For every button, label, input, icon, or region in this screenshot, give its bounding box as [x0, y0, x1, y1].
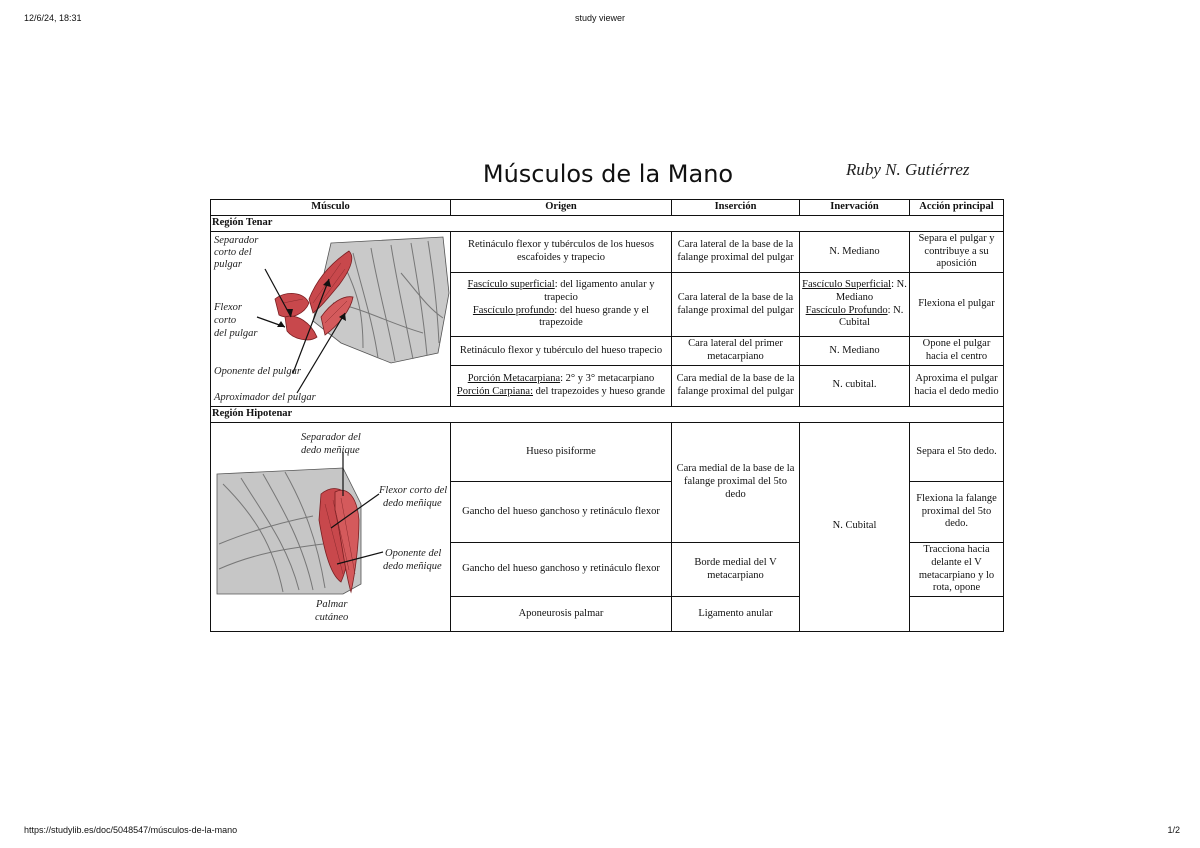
cell-origen — [451, 273, 672, 337]
label-separador-corto-pulgar-1: Separador — [214, 234, 259, 246]
origen-porcion-metacarpiana-label: Porción Metacarpiana — [467, 372, 561, 384]
inervacion-fasciculo-superficial-text: : N. Mediano — [835, 279, 907, 303]
label-aproximador-pulgar: Aproximador del pulgar — [214, 391, 316, 403]
label-oponente-dedo-menique-1: Oponente del — [385, 547, 442, 559]
section-hipotenar: Región Hipotenar — [211, 406, 1004, 422]
cell-insercion: Cara lateral de la base de la falange proximal del pulgar — [672, 273, 800, 337]
table-header-row — [211, 200, 1004, 216]
label-flexor-corto-dedo-menique-2: dedo meñique — [383, 497, 442, 509]
label-palmar-cutaneo-2: cutáneo — [315, 611, 349, 623]
label-oponente-pulgar: Oponente del pulgar — [214, 365, 301, 377]
cell-insercion: Borde medial del V metacarpiano — [672, 542, 800, 597]
tenar-illustration-cell — [211, 231, 451, 406]
header-origen: Origen — [451, 200, 672, 216]
cell-origen: Hueso pisiforme — [451, 422, 672, 482]
document-author: Ruby N. Gutiérrez — [846, 160, 970, 179]
cell-inervacion: N. cubital. — [800, 365, 910, 406]
cell-inervacion: N. Mediano — [800, 337, 910, 366]
label-palmar-cutaneo-1: Palmar — [316, 598, 348, 610]
label-flexor-corto-dedo-menique-1: Flexor corto del — [379, 484, 448, 496]
cell-accion: Aproxima el pulgar hacia el dedo medio — [910, 365, 1004, 406]
cell-accion: Separa el 5to dedo. — [910, 422, 1004, 482]
origen-fasciculo-profundo-label: Fascículo profundo — [472, 304, 555, 316]
section-row-tenar — [211, 215, 1004, 231]
print-datetime: 12/6/24, 18:31 — [24, 13, 82, 23]
print-page-title: study viewer — [574, 13, 626, 23]
cell-insercion: Cara lateral del primer metacarpiano — [672, 337, 800, 366]
origen-fasciculo-superficial-text: : del ligamento anular y trapecio — [544, 279, 655, 303]
inervacion-fasciculo-profundo-label: Fascículo Profundo — [805, 304, 888, 316]
label-oponente-dedo-menique-2: dedo meñique — [383, 560, 442, 572]
cell-origen: Aponeurosis palmar — [451, 597, 672, 631]
cell-origen — [451, 365, 672, 406]
inervacion-fasciculo-superficial-label: Fascículo Superficial — [802, 279, 892, 291]
cell-insercion: Ligamento anular — [672, 597, 800, 631]
label-separador-dedo-menique-1: Separador del — [301, 431, 361, 443]
print-url: https://studylib.es/doc/5048547/músculos-de-la-mano — [24, 825, 238, 835]
document-title: Músculos de la Mano — [482, 160, 734, 188]
header-accion: Acción principal — [910, 200, 1004, 216]
origen-porcion-carpiana-text: del trapezoides y hueso grande — [533, 385, 666, 397]
label-separador-corto-pulgar-2: corto del — [214, 246, 252, 258]
origen-porcion-metacarpiana-text: : 2° y 3° metacarpiano — [560, 372, 655, 384]
cell-insercion-shared: Cara medial de la base de la falange proximal del 5to dedo — [672, 422, 800, 542]
section-tenar: Región Tenar — [211, 215, 1004, 231]
hypothenar-anatomy-illustration — [213, 424, 451, 630]
origen-fasciculo-superficial-label: Fascículo superficial — [467, 279, 555, 291]
label-flexor-corto-pulgar-1: Flexor — [214, 301, 242, 313]
header-musculo: Músculo — [211, 200, 451, 216]
header-insercion: Inserción — [672, 200, 800, 216]
cell-origen: Retináculo flexor y tubérculos de los huesos escafoides y trapecio — [451, 231, 672, 272]
table-row — [211, 231, 1004, 272]
cell-origen: Gancho del hueso ganchoso y retináculo flexor — [451, 542, 672, 597]
print-page-number: 1/2 — [1167, 825, 1180, 835]
origen-porcion-carpiana-label: Porción Carpiana: — [456, 385, 534, 397]
thenar-anatomy-illustration — [213, 233, 451, 405]
cell-accion: Opone el pulgar hacia el centro — [910, 337, 1004, 366]
cell-inervacion — [800, 273, 910, 337]
cell-accion: Tracciona hacia delante el V metacarpiano y lo rota, opone — [910, 542, 1004, 597]
cell-accion: Flexiona la falange proximal del 5to dedo. — [910, 482, 1004, 543]
cell-insercion: Cara lateral de la base de la falange proximal del pulgar — [672, 231, 800, 272]
label-separador-dedo-menique-2: dedo meñique — [301, 444, 360, 456]
cell-accion: Separa el pulgar y contribuye a su aposición — [910, 231, 1004, 272]
cell-inervacion-shared: N. Cubital — [800, 422, 910, 631]
label-separador-corto-pulgar-3: pulgar — [214, 258, 243, 270]
cell-origen: Retináculo flexor y tubérculo del hueso trapecio — [451, 337, 672, 366]
cell-inervacion: N. Mediano — [800, 231, 910, 272]
inervacion-fasciculo-profundo-text: : N. Cubital — [839, 304, 904, 329]
hipotenar-illustration-cell — [211, 422, 451, 631]
cell-insercion: Cara medial de la base de la falange proximal del pulgar — [672, 365, 800, 406]
cell-accion — [910, 597, 1004, 631]
header-inervacion: Inervación — [800, 200, 910, 216]
section-row-hipotenar — [211, 406, 1004, 422]
origen-fasciculo-profundo-text: : del hueso grande y el trapezoide — [539, 304, 650, 329]
cell-accion: Flexiona el pulgar — [910, 273, 1004, 337]
label-flexor-corto-pulgar-2: corto — [214, 314, 237, 326]
muscles-table — [210, 199, 1004, 632]
cell-origen: Gancho del hueso ganchoso y retináculo flexor — [451, 482, 672, 543]
table-row — [211, 422, 1004, 482]
label-flexor-corto-pulgar-3: del pulgar — [214, 327, 258, 339]
